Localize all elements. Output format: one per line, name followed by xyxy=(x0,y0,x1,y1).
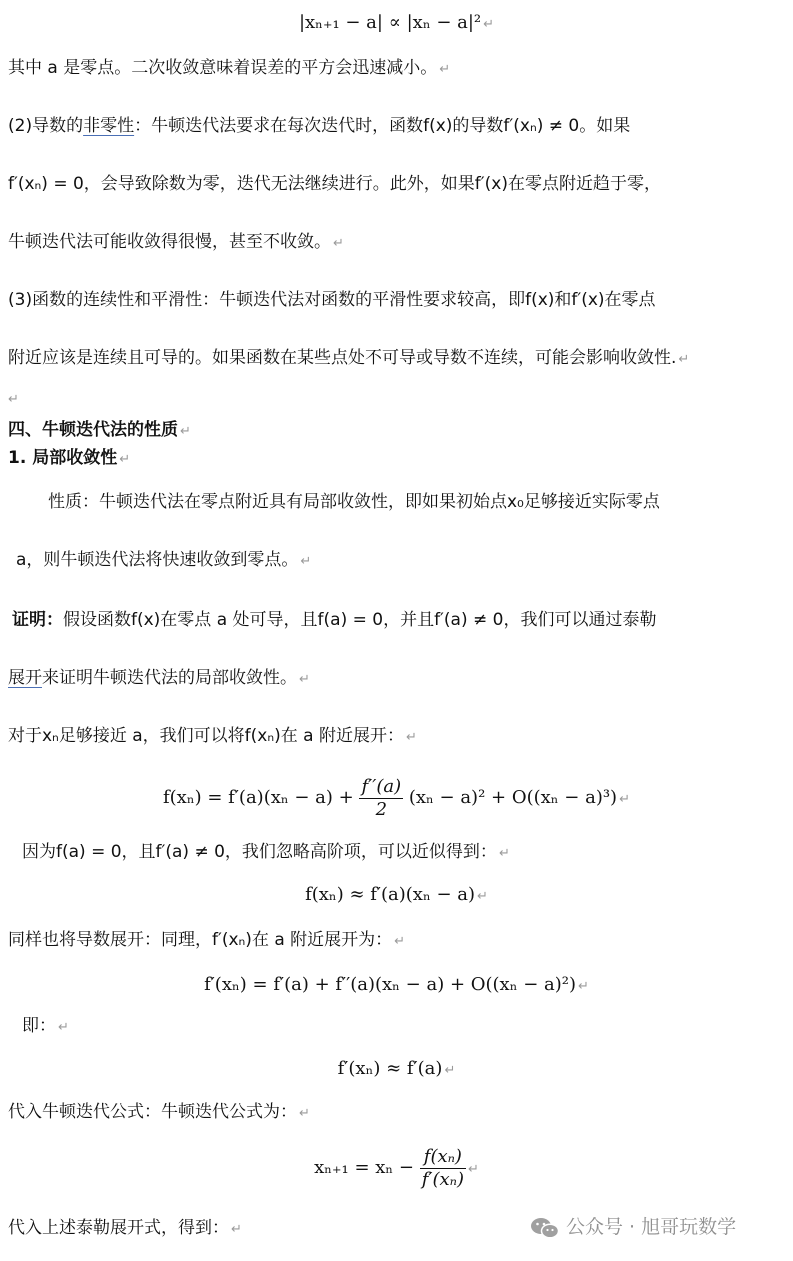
paragraph-mark: ↵ xyxy=(299,1106,310,1121)
equation-derivative-expansion: f′(xₙ) = f′(a) + f′′(a)(xₙ − a) + O((xₙ − a)²) ↵ xyxy=(204,974,589,995)
paragraph-mark: ↵ xyxy=(299,672,310,687)
wechat-icon xyxy=(530,1216,560,1240)
paragraph-mark: ↵ xyxy=(678,352,690,367)
paragraph-mark: ↵ xyxy=(405,730,417,745)
paragraph-mark: ↵ xyxy=(578,979,589,994)
paragraph-mark: ↵ xyxy=(444,1063,456,1078)
equation-approximation: f(xₙ) ≈ f′(a)(xₙ − a) ↵ xyxy=(305,884,488,905)
paragraph-mark: ↵ xyxy=(231,1222,242,1237)
subsection-heading-local-convergence: 1. 局部收敛性 ↵ xyxy=(8,448,131,468)
paragraph-zero-point: 其中 a 是零点。二次收敛意味着误差的平方会迅速减小。 ↵ xyxy=(8,58,451,78)
paragraph-mark: ↵ xyxy=(498,846,510,861)
paragraph-mark: ↵ xyxy=(619,792,630,807)
fraction: $\frac{f''(a)}{2}$ xyxy=(361,775,402,820)
empty-paragraph xyxy=(8,386,781,412)
paragraph-derivative-nonzero-cont: f′(xₙ) = 0，会导致除数为零，迭代无法继续进行。此外，如果f′(x)在零点附近趋于零， xyxy=(8,174,661,194)
paragraph-mark: ↵ xyxy=(58,1020,69,1035)
proof-label: 证明： xyxy=(12,610,63,630)
paragraph-continuity: (3)函数的连续性和平滑性：牛顿迭代法对函数的平滑性要求较高，即f(x)和f′(x)在零点 xyxy=(8,290,656,310)
equation-derivative-approximation: f′(xₙ) ≈ f′(a) ↵ xyxy=(337,1058,456,1079)
equation-taylor-expansion: f(xₙ) = f′(a)(xₙ − a) + $\frac{f''(a)}{2}$ (xₙ − a)² + O((xₙ − a)³) ↵ xyxy=(163,775,630,820)
paragraph-mark: ↵ xyxy=(477,889,488,904)
paragraph-mark: ↵ xyxy=(333,236,344,251)
paragraph-mark: ↵ xyxy=(119,452,131,467)
section-heading-4: 四、牛顿迭代法的性质 ↵ xyxy=(8,420,191,440)
watermark xyxy=(530,1212,736,1240)
paragraph-proof: 证明：假设函数f(x)在零点 a 处可导，且f(a) = 0，并且f′(a) ≠ 0，我们可以通过泰勒 xyxy=(12,610,657,630)
paragraph-mark: ↵ xyxy=(483,17,495,32)
paragraph-expand-intro: 对于xₙ足够接近 a，我们可以将f(xₙ)在 a 附近展开： ↵ xyxy=(8,726,417,746)
underlined-term: 展开 xyxy=(8,668,42,688)
paragraph-property-cont: a，则牛顿迭代法将快速收敛到零点。 ↵ xyxy=(16,550,312,570)
paragraph-substitute-intro: 代入牛顿迭代公式：牛顿迭代公式为： ↵ xyxy=(8,1102,310,1122)
underlined-term: 非零性 xyxy=(83,116,135,136)
paragraph-mark: ↵ xyxy=(8,392,19,407)
paragraph-substitute-taylor: 代入上述泰勒展开式，得到： ↵ xyxy=(8,1218,242,1238)
equation-quadratic-convergence: |xₙ₊₁ − a| ∝ |xₙ − a|² ↵ xyxy=(298,12,495,33)
paragraph-proof-cont: 展开来证明牛顿迭代法的局部收敛性。 ↵ xyxy=(8,668,310,688)
equation-newton-iteration: xₙ₊₁ = xₙ − $\frac{\text{f(xₙ)}}{\text{f′(xₙ)}}$ ↵ xyxy=(314,1145,479,1190)
paragraph-derivative-intro: 同样也将导数展开：同理，f′(xₙ)在 a 附近展开为： ↵ xyxy=(8,930,406,950)
paragraph-ji: 即： ↵ xyxy=(22,1016,69,1036)
paragraph-property: 性质：牛顿迭代法在零点附近具有局部收敛性，即如果初始点x₀足够接近实际零点 xyxy=(48,492,660,512)
paragraph-because: 因为f(a) = 0，且f′(a) ≠ 0，我们忽略高阶项，可以近似得到： ↵ xyxy=(22,842,510,862)
paragraph-mark: ↵ xyxy=(394,934,406,949)
paragraph-mark: ↵ xyxy=(300,554,312,569)
paragraph-mark: ↵ xyxy=(180,424,191,439)
paragraph-mark: ↵ xyxy=(468,1162,479,1177)
paragraph-mark: ↵ xyxy=(439,62,451,77)
watermark-text: 公众号 · 旭哥玩数学 xyxy=(566,1216,737,1238)
paragraph-derivative-nonzero-end: 牛顿迭代法可能收敛得很慢，甚至不收敛。 ↵ xyxy=(8,232,344,252)
fraction: $\frac{\text{f(xₙ)}}{\text{f′(xₙ)}}$ xyxy=(421,1145,464,1190)
paragraph-continuity-cont: 附近应该是连续且可导的。如果函数在某些点处不可导或导数不连续，可能会影响收敛性. ↵ xyxy=(8,348,690,368)
paragraph-derivative-nonzero: (2)导数的非零性：牛顿迭代法要求在每次迭代时，函数f(x)的导数f′(xₙ) ≠ 0。如果 xyxy=(8,116,631,136)
